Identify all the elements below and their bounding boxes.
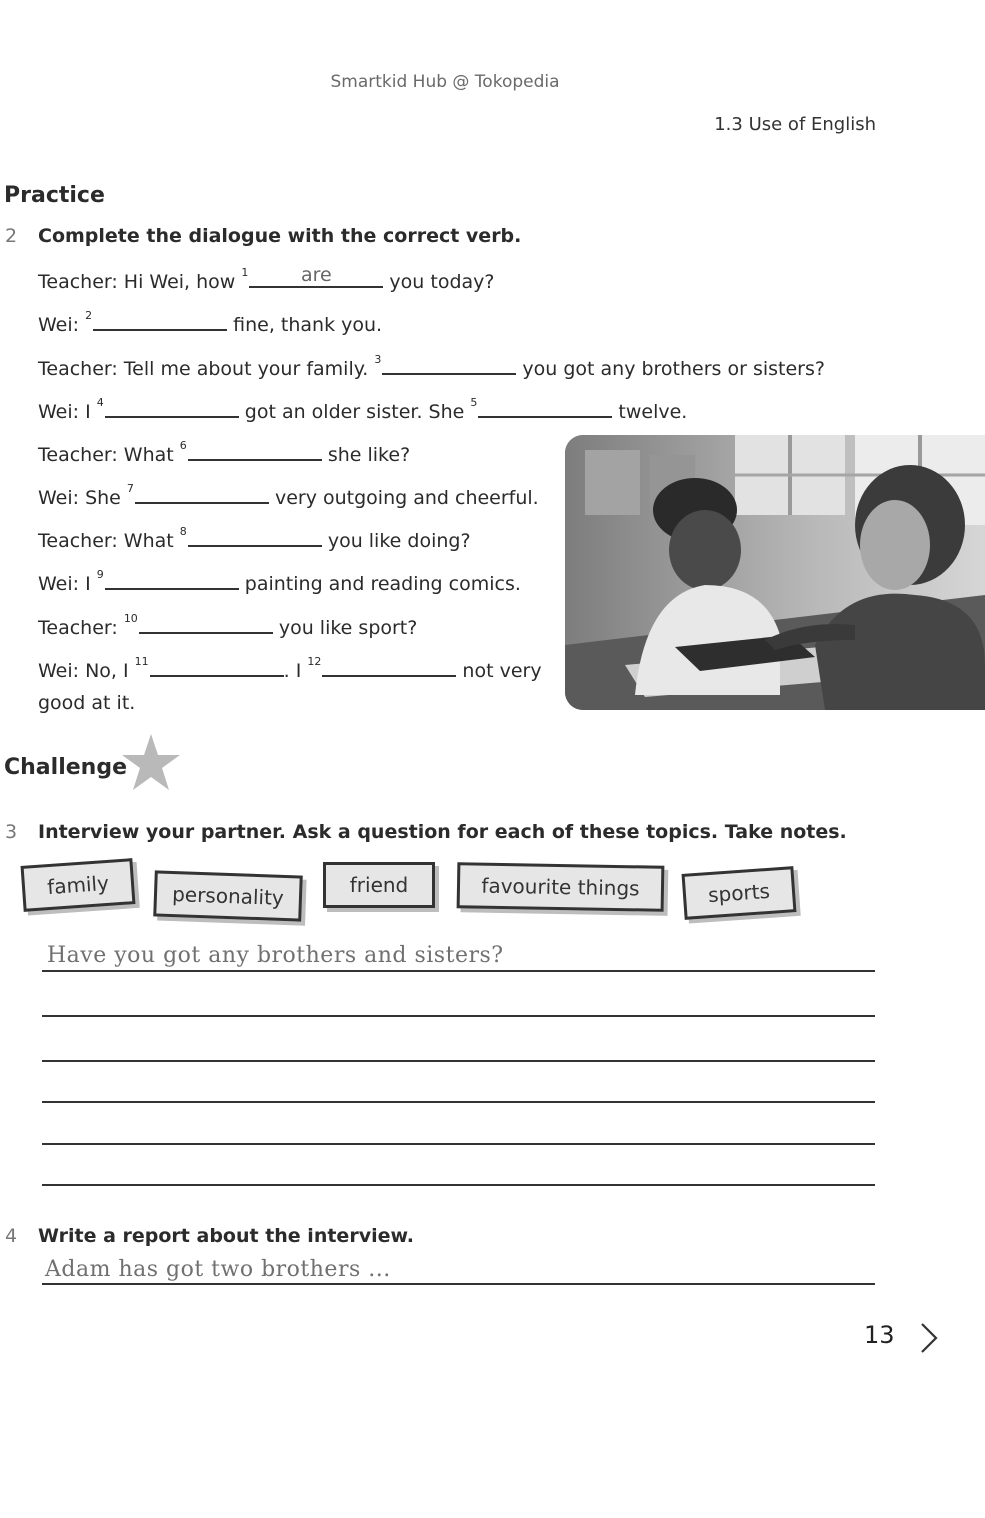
answer-blank-4[interactable] xyxy=(105,398,239,418)
exercise-number-2: 2 xyxy=(5,225,18,247)
topic-card-personality: personality xyxy=(153,870,303,921)
section-title: 1.3 Use of English xyxy=(714,114,876,135)
answer-blank-7[interactable] xyxy=(135,484,269,504)
answer-blank-6[interactable] xyxy=(188,441,322,461)
dialogue-line-1: Teacher: Hi Wei, how $^1$ are you today? xyxy=(38,264,495,293)
classroom-photo xyxy=(565,435,985,710)
dialogue-line-11-cont: good at it. xyxy=(38,692,136,714)
dialogue-line-4: Wei: I $^4$ got an older sister. She $^5$ twelve. xyxy=(38,396,688,423)
topic-card-friend: friend xyxy=(323,862,435,908)
report-line-1[interactable] xyxy=(42,1283,875,1285)
topic-card-favourite-things: favourite things xyxy=(457,862,665,912)
note-line-4[interactable] xyxy=(42,1101,875,1103)
star-icon xyxy=(120,732,182,792)
answer-blank-2[interactable] xyxy=(93,311,227,331)
challenge-heading: Challenge xyxy=(4,755,127,780)
note-line-6[interactable] xyxy=(42,1184,875,1186)
dialogue-line-3: Teacher: Tell me about your family. $^3$ you got any brothers or sisters? xyxy=(38,353,825,380)
dialogue-line-6: Teacher: What $^6$ she like? xyxy=(38,439,411,466)
dialogue-line-7: Wei: She $^7$ very outgoing and cheerful. xyxy=(38,482,539,509)
answer-blank-11[interactable] xyxy=(150,657,284,677)
answer-blank-8[interactable] xyxy=(188,527,322,547)
note-line-5[interactable] xyxy=(42,1143,875,1145)
answer-blank-10[interactable] xyxy=(139,614,273,634)
answer-blank-9[interactable] xyxy=(105,570,239,590)
note-line-1[interactable] xyxy=(42,970,875,972)
answer-blank-1[interactable] xyxy=(249,264,383,288)
answer-blank-12[interactable] xyxy=(322,657,456,677)
chevron-right-icon[interactable] xyxy=(918,1322,940,1354)
answer-blank-5[interactable] xyxy=(478,398,612,418)
dialogue-line-2: Wei: $^2$ fine, thank you. xyxy=(38,309,383,336)
note-line-3[interactable] xyxy=(42,1060,875,1062)
answer-blank-3[interactable] xyxy=(382,355,516,375)
note-line-2[interactable] xyxy=(42,1015,875,1017)
report-example: Adam has got two brothers ... xyxy=(45,1257,391,1282)
example-note: Have you got any brothers and sisters? xyxy=(47,943,504,968)
dialogue-line-10: Teacher: $^{10}$ you like sport? xyxy=(38,612,418,639)
dialogue-line-8: Teacher: What $^8$ you like doing? xyxy=(38,525,471,552)
topic-card-family: family xyxy=(21,858,136,912)
exercise-number-3: 3 xyxy=(5,821,18,843)
dialogue-line-11: Wei: No, I $^{11}$ . I $^{12}$ not very xyxy=(38,655,542,682)
exercise-3-instruction: Interview your partner. Ask a question for each of these topics. Take notes. xyxy=(38,821,847,843)
exercise-2-instruction: Complete the dialogue with the correct verb. xyxy=(38,225,522,247)
dialogue-line-9: Wei: I $^9$ painting and reading comics. xyxy=(38,568,521,595)
exercise-number-4: 4 xyxy=(5,1225,18,1247)
page-number: 13 xyxy=(864,1321,895,1349)
topic-card-sports: sports xyxy=(682,866,797,920)
exercise-4-instruction: Write a report about the interview. xyxy=(38,1225,415,1247)
practice-heading: Practice xyxy=(4,183,105,208)
watermark: Smartkid Hub @ Tokopedia xyxy=(330,72,560,92)
answer-1-text: are xyxy=(301,264,332,286)
